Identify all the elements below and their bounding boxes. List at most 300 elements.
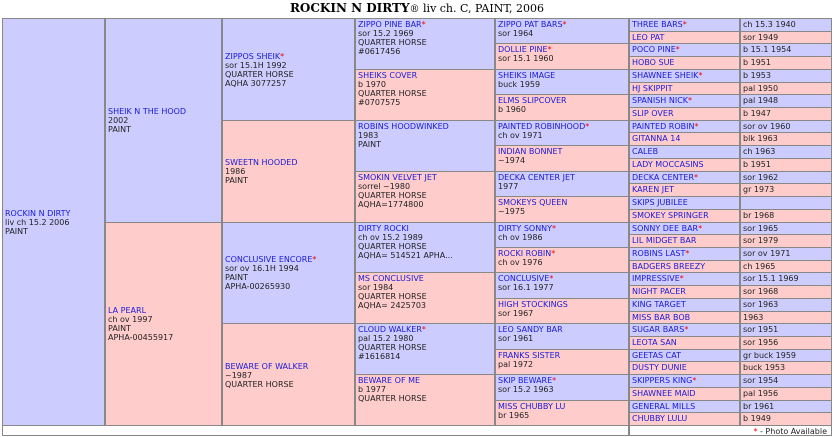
horse-info-cell <box>740 323 832 337</box>
horse-name[interactable]: DIRTY SONNY <box>498 223 553 233</box>
horse-cell <box>355 323 495 375</box>
horse-cell <box>629 196 740 210</box>
horse-cell <box>629 222 740 236</box>
horse-cell <box>355 222 495 274</box>
horse-info-cell <box>740 285 832 299</box>
horse-name-link[interactable] <box>632 224 702 233</box>
horse-cell <box>629 132 740 146</box>
horse-info-line: pal 1948 <box>743 96 779 106</box>
horse-name[interactable]: NIGHT PACER <box>632 287 686 297</box>
horse-info-line: #0707575 <box>358 97 401 107</box>
horse-cell <box>629 183 740 197</box>
footer-blank <box>2 425 629 436</box>
horse-info-cell <box>740 56 832 70</box>
horse-name[interactable]: DOLLIE PINE <box>498 45 548 55</box>
horse-name[interactable]: SHEIK N THE HOOD <box>108 107 187 117</box>
horse-cell <box>222 323 355 426</box>
horse-name[interactable]: SLIP OVER <box>632 109 674 119</box>
horse-cell <box>105 222 222 427</box>
horse-cell <box>355 171 495 223</box>
horse-info-line: sor 1956 <box>743 337 779 347</box>
horse-name[interactable]: DECKA CENTER JET <box>498 172 575 182</box>
photo-star-icon: * <box>679 274 684 284</box>
horse-name[interactable]: PAINTED ROBIN <box>632 121 695 131</box>
horse-info-line: gr buck 1959 <box>743 350 796 360</box>
horse-cell <box>629 285 740 299</box>
horse-name[interactable]: DECKA CENTER <box>632 172 695 182</box>
horse-info-line: ch ov 15.2 1989 <box>358 232 423 242</box>
horse-info-line: QUARTER HORSE <box>358 38 427 47</box>
horse-name[interactable]: BADGERS BREEZY <box>632 261 706 271</box>
horse-cell <box>355 272 495 324</box>
horse-info-cell <box>740 234 832 248</box>
horse-name[interactable]: ELMS SLIPCOVER <box>498 96 567 106</box>
horse-name[interactable]: ROCKIN N DIRTY <box>5 209 71 218</box>
horse-name[interactable]: KING TARGET <box>632 299 686 309</box>
horse-info-cell <box>740 272 832 286</box>
horse-name-link[interactable] <box>632 45 680 54</box>
photo-star-icon: * <box>682 20 687 29</box>
horse-name-link[interactable] <box>632 122 698 131</box>
horse-name-link[interactable] <box>498 376 626 385</box>
horse-name-link[interactable] <box>632 58 675 67</box>
horse-info-line: QUARTER HORSE <box>358 292 427 302</box>
horse-info-line: pal 1956 <box>743 388 779 398</box>
horse-name[interactable]: SUGAR BARS <box>632 325 685 335</box>
horse-info-line: sor ov 16.1H 1994 <box>225 264 299 274</box>
horse-info-line: b 1951 <box>743 58 771 68</box>
horse-cell <box>105 18 222 223</box>
horse-info-line: APHA-00455917 <box>108 333 174 343</box>
horse-info-line: ~1974 <box>498 156 526 166</box>
horse-name-link[interactable] <box>632 389 696 398</box>
horse-name-link[interactable] <box>498 402 626 411</box>
horse-cell <box>629 107 740 121</box>
horse-name-link[interactable] <box>358 122 492 131</box>
horse-name[interactable]: THREE BARS <box>632 20 683 29</box>
horse-name-link[interactable] <box>632 414 687 423</box>
horse-name-link[interactable] <box>632 338 677 347</box>
horse-info-cell <box>740 196 832 210</box>
horse-info-line: b 1951 <box>743 159 771 169</box>
horse-cell <box>222 120 355 223</box>
horse-name-link[interactable] <box>358 224 492 233</box>
horse-name-link[interactable] <box>632 376 696 385</box>
horse-name-link[interactable] <box>225 255 352 264</box>
horse-cell <box>355 120 495 172</box>
horse-info-line: sorrel ~1980 <box>358 181 411 191</box>
horse-name-link[interactable] <box>108 306 219 315</box>
horse-info-line: b 1949 <box>743 414 771 424</box>
horse-info-line: sor 15.1 1969 <box>743 274 799 284</box>
horse-info-line: br 1968 <box>743 210 775 220</box>
photo-star-icon: * <box>694 172 699 182</box>
photo-star-icon: * <box>753 427 758 436</box>
horse-cell <box>495 196 629 222</box>
horse-name[interactable]: GITANNA 14 <box>632 134 681 144</box>
horse-cell <box>355 18 495 70</box>
horse-info-line: ~1975 <box>498 207 526 217</box>
horse-info-cell <box>740 336 832 350</box>
horse-info-cell <box>740 31 832 45</box>
photo-star-icon: * <box>698 70 703 80</box>
horse-cell <box>629 400 740 414</box>
horse-name[interactable]: HJ SKIPPIT <box>632 83 673 93</box>
horse-name-link[interactable] <box>498 274 626 283</box>
photo-star-icon: * <box>698 223 703 233</box>
horse-info-line: QUARTER HORSE <box>358 394 427 404</box>
horse-name-link[interactable] <box>632 20 687 29</box>
horse-info-line: ch ov 1971 <box>498 130 543 140</box>
horse-name-link[interactable] <box>632 325 688 334</box>
horse-info-line: sor 15.2 1969 <box>358 29 414 38</box>
horse-name[interactable]: SHAWNEE MAID <box>632 388 696 398</box>
horse-name[interactable]: PAINTED ROBINHOOD <box>498 121 586 131</box>
horse-info-line: buck 1959 <box>498 79 541 89</box>
horse-name-link[interactable] <box>632 173 698 182</box>
horse-info-line: sor 1967 <box>498 308 534 318</box>
horse-info-line: ch ov 1986 <box>498 232 543 242</box>
horse-cell <box>495 247 629 273</box>
horse-info-line: sor 1979 <box>743 236 779 246</box>
horse-info-line: b 1970 <box>358 79 386 89</box>
horse-name[interactable]: LEO PAT <box>632 32 665 42</box>
horse-cell <box>629 171 740 185</box>
horse-name-link[interactable] <box>632 274 684 283</box>
horse-name[interactable]: MISS CHUBBY LU <box>498 401 566 411</box>
horse-name[interactable]: SWEETN HOODED <box>225 158 298 168</box>
horse-name[interactable]: IMPRESSIVE <box>632 274 680 284</box>
horse-info-line: PAINT <box>5 227 29 236</box>
horse-info-line: QUARTER HORSE <box>358 241 427 251</box>
horse-info-cell <box>740 120 832 134</box>
horse-info-line: sor 1951 <box>743 325 779 335</box>
horse-cell <box>629 158 740 172</box>
horse-name-link[interactable] <box>498 71 626 80</box>
horse-name[interactable]: POCO PINE <box>632 45 676 55</box>
horse-cell <box>629 336 740 350</box>
horse-info-line: QUARTER HORSE <box>225 69 294 79</box>
horse-info-line: 1983 <box>358 130 379 140</box>
horse-name-link[interactable] <box>498 224 626 233</box>
horse-info-line: ~1987 <box>225 370 253 380</box>
horse-cell <box>629 298 740 312</box>
horse-name[interactable]: BEWARE OF WALKER <box>225 361 309 371</box>
horse-info-line: sor 1962 <box>743 172 779 182</box>
horse-info-line: sor 1963 <box>743 299 779 309</box>
horse-cell <box>2 18 105 426</box>
horse-cell <box>629 311 740 325</box>
horse-cell <box>629 31 740 45</box>
horse-name-link[interactable] <box>358 20 492 29</box>
horse-cell <box>629 69 740 83</box>
horse-info-cell <box>740 260 832 274</box>
horse-cell <box>355 69 495 121</box>
horse-info-cell <box>740 171 832 185</box>
horse-name-link[interactable] <box>632 313 690 322</box>
horse-cell <box>629 412 740 426</box>
horse-info-line: sor 1961 <box>498 334 534 344</box>
horse-name[interactable]: CALEB <box>632 147 659 157</box>
horse-name[interactable]: LIL MIDGET BAR <box>632 236 697 246</box>
horse-name-link[interactable] <box>632 134 680 143</box>
photo-star-icon: * <box>549 274 554 284</box>
horse-name[interactable]: SPANISH NICK <box>632 96 689 106</box>
horse-name[interactable]: GEETAS CAT <box>632 350 681 360</box>
horse-info-line: PAINT <box>108 125 132 135</box>
horse-name-link[interactable] <box>632 160 704 169</box>
horse-name[interactable]: SKIPPERS KING <box>632 376 693 386</box>
horse-cell <box>629 260 740 274</box>
photo-star-icon: * <box>562 20 567 29</box>
horse-name-link[interactable] <box>225 362 352 371</box>
horse-name[interactable]: SKIPS JUBILEE <box>632 198 688 208</box>
photo-legend <box>629 425 832 436</box>
horse-name-link[interactable] <box>632 198 688 207</box>
horse-info-line: pal 1950 <box>743 83 779 93</box>
horse-name-link[interactable] <box>632 287 686 296</box>
title-horse-name: ROCKIN N DIRTY <box>289 1 410 15</box>
horse-name[interactable]: ROBINS HOODWINKED <box>358 121 449 131</box>
horse-name-link[interactable] <box>498 20 626 29</box>
horse-info-line: sor 15.1 1960 <box>498 54 554 64</box>
horse-name-link[interactable] <box>358 71 492 80</box>
registered-icon: ® <box>409 4 420 15</box>
horse-info-line: b 1947 <box>743 109 771 119</box>
horse-info-cell <box>740 222 832 236</box>
horse-name[interactable]: SHEIKS IMAGE <box>498 70 556 80</box>
horse-info-cell <box>740 311 832 325</box>
horse-info-line: liv ch 15.2 2006 <box>5 218 70 227</box>
horse-name-link[interactable] <box>632 96 692 105</box>
horse-name-link[interactable] <box>498 173 626 182</box>
horse-info-cell <box>740 298 832 312</box>
horse-info-cell <box>740 374 832 388</box>
horse-info-cell <box>740 400 832 414</box>
horse-name[interactable]: ZIPPOS SHEIK <box>225 51 281 61</box>
horse-name[interactable]: MS CONCLUSIVE <box>358 274 424 284</box>
horse-cell <box>495 120 629 146</box>
horse-name-link[interactable] <box>632 147 658 156</box>
horse-cell <box>629 120 740 134</box>
horse-name[interactable]: SMOKEY SPRINGER <box>632 210 709 220</box>
horse-name[interactable]: LEOTA SAN <box>632 337 677 347</box>
horse-name[interactable]: CHUBBY LULU <box>632 414 688 424</box>
photo-star-icon: * <box>421 325 426 335</box>
horse-name[interactable]: HIGH STOCKINGS <box>498 299 568 309</box>
horse-cell <box>629 56 740 70</box>
horse-name[interactable]: CONCLUSIVE ENCORE <box>225 255 313 265</box>
horse-name-link[interactable] <box>498 325 626 334</box>
photo-star-icon: * <box>694 121 699 131</box>
horse-name[interactable]: ROCKI ROBIN <box>498 248 552 258</box>
horse-info-line: sor 1965 <box>743 223 779 233</box>
horse-info-line: sor 16.1 1977 <box>498 283 554 293</box>
horse-cell <box>495 272 629 298</box>
horse-name-link[interactable] <box>5 209 102 218</box>
horse-name[interactable]: SHAWNEE SHEIK <box>632 70 699 80</box>
horse-name-link[interactable] <box>358 274 492 283</box>
horse-info-line: sor ov 1971 <box>743 248 791 258</box>
horse-info-line: ch ov 1976 <box>498 257 543 267</box>
horse-name-link[interactable] <box>632 402 695 411</box>
horse-name-link[interactable] <box>498 45 626 54</box>
horse-info-cell <box>740 145 832 159</box>
horse-cell <box>629 323 740 337</box>
horse-name-link[interactable] <box>108 107 219 116</box>
horse-cell <box>629 361 740 375</box>
horse-name[interactable]: CLOUD WALKER <box>358 325 422 335</box>
horse-info-cell <box>740 107 832 121</box>
horse-info-line: ch ov 1997 <box>108 315 153 325</box>
horse-info-cell <box>740 43 832 57</box>
horse-info-line: blk 1963 <box>743 134 778 144</box>
horse-info-line: 2002 <box>108 116 129 126</box>
horse-cell <box>629 94 740 108</box>
horse-name[interactable]: ZIPPO PAT BARS <box>498 20 563 29</box>
horse-info-line: ch 1965 <box>743 261 776 271</box>
horse-name[interactable]: SMOKIN VELVET JET <box>358 172 437 182</box>
horse-name-link[interactable] <box>358 325 492 334</box>
horse-cell <box>355 374 495 426</box>
horse-info-line: sor ov 1960 <box>743 121 791 131</box>
horse-info-line: AQHA= 2425703 <box>358 301 426 311</box>
horse-info-line: PAINT <box>108 324 132 334</box>
horse-name-link[interactable] <box>632 236 696 245</box>
horse-cell <box>222 222 355 325</box>
horse-cell <box>495 298 629 324</box>
photo-star-icon: * <box>585 121 590 131</box>
horse-name-link[interactable] <box>632 71 702 80</box>
horse-info-line: sor 1984 <box>358 283 394 293</box>
horse-name-link[interactable] <box>632 33 664 42</box>
horse-name-link[interactable] <box>632 262 705 271</box>
horse-info-cell <box>740 349 832 363</box>
horse-cell <box>495 374 629 400</box>
horse-cell <box>495 18 629 44</box>
horse-name[interactable]: MISS BAR BOB <box>632 312 691 322</box>
horse-info-cell <box>740 387 832 401</box>
horse-name[interactable]: SHEIKS COVER <box>358 70 418 80</box>
horse-info-line: AQHA=1774800 <box>358 199 424 209</box>
horse-name[interactable]: DIRTY ROCKI <box>358 223 409 233</box>
horse-cell <box>495 69 629 95</box>
horse-name[interactable]: FRANKS SISTER <box>498 350 561 360</box>
horse-info-cell <box>740 361 832 375</box>
horse-name-link[interactable] <box>358 376 492 385</box>
horse-name-link[interactable] <box>498 249 626 258</box>
horse-name[interactable]: HOBO SUE <box>632 58 675 68</box>
horse-info-line: sor 1968 <box>743 287 779 297</box>
horse-name[interactable]: BEWARE OF ME <box>358 376 421 386</box>
horse-name-link[interactable] <box>632 211 709 220</box>
horse-name[interactable]: SONNY DEE BAR <box>632 223 699 233</box>
horse-cell <box>629 234 740 248</box>
horse-name[interactable]: ZIPPO PINE BAR <box>358 20 422 29</box>
photo-star-icon: * <box>685 248 690 258</box>
horse-info-line: br 1965 <box>498 410 530 420</box>
horse-info-cell <box>740 18 832 32</box>
horse-info-cell <box>740 94 832 108</box>
horse-info-line: 1977 <box>498 181 519 191</box>
horse-info-cell <box>740 412 832 426</box>
photo-star-icon: * <box>688 96 693 106</box>
horse-name-link[interactable] <box>632 300 686 309</box>
horse-cell <box>629 43 740 57</box>
horse-info-line: pal 1972 <box>498 359 534 369</box>
horse-info-line: pal 15.2 1980 <box>358 334 414 344</box>
horse-name[interactable]: SMOKEYS QUEEN <box>498 198 568 208</box>
photo-star-icon: * <box>280 51 285 61</box>
photo-star-icon: * <box>684 325 689 335</box>
horse-info-line: PAINT <box>225 176 249 186</box>
horse-name-link[interactable] <box>632 84 673 93</box>
horse-name-link[interactable] <box>225 158 352 167</box>
horse-info-line: sor 15.1H 1992 <box>225 60 287 70</box>
horse-name-link[interactable] <box>632 185 674 194</box>
horse-info-line: ch 1963 <box>743 147 776 157</box>
horse-name-link[interactable] <box>632 249 689 258</box>
horse-info-cell <box>740 247 832 261</box>
photo-star-icon: * <box>551 248 556 258</box>
horse-info-cell <box>740 183 832 197</box>
horse-info-cell <box>740 69 832 83</box>
horse-name-link[interactable] <box>358 173 492 182</box>
horse-name-link[interactable] <box>498 147 626 156</box>
photo-star-icon: * <box>675 45 680 55</box>
horse-info-line: buck 1953 <box>743 363 786 373</box>
horse-cell <box>629 349 740 363</box>
horse-info-line: gr 1973 <box>743 185 775 195</box>
horse-name[interactable]: SKIP BEWARE <box>498 376 553 386</box>
horse-name[interactable]: ROBINS LAST <box>632 248 686 258</box>
horse-name[interactable]: DUSTY DUNIE <box>632 363 687 373</box>
horse-name-link[interactable] <box>498 300 626 309</box>
horse-name[interactable]: LEO SANDY BAR <box>498 325 563 335</box>
photo-legend-text: - Photo Available <box>757 427 827 436</box>
horse-name[interactable]: LA PEARL <box>108 306 147 316</box>
horse-name[interactable]: GENERAL MILLS <box>632 401 696 411</box>
horse-info-line: sor 15.2 1963 <box>498 385 554 395</box>
horse-name-link[interactable] <box>498 351 626 360</box>
horse-name[interactable]: KAREN JET <box>632 185 675 195</box>
horse-name[interactable]: LADY MOCCASINS <box>632 159 704 169</box>
horse-cell <box>495 43 629 69</box>
horse-info-line: QUARTER HORSE <box>358 190 427 200</box>
horse-cell <box>495 171 629 197</box>
horse-info-line: AQHA 3077257 <box>225 78 287 88</box>
horse-info-line: QUARTER HORSE <box>225 379 294 389</box>
horse-name-link[interactable] <box>632 351 681 360</box>
horse-name-link[interactable] <box>498 96 626 105</box>
horse-cell <box>495 94 629 120</box>
photo-star-icon: * <box>692 376 697 386</box>
horse-name-link[interactable] <box>498 198 626 207</box>
title-details: liv ch. C, PAINT, 2006 <box>419 2 545 15</box>
horse-info-cell <box>740 209 832 223</box>
horse-name[interactable]: INDIAN BONNET <box>498 147 563 157</box>
horse-name-link[interactable] <box>632 363 687 372</box>
horse-info-line: ch 15.3 1940 <box>743 20 796 29</box>
horse-name-link[interactable] <box>632 109 674 118</box>
horse-name-link[interactable] <box>225 52 352 61</box>
horse-info-line: sor 1964 <box>498 29 534 38</box>
horse-name-link[interactable] <box>498 122 626 131</box>
horse-info-line: QUARTER HORSE <box>358 88 427 98</box>
horse-name[interactable]: CONCLUSIVE <box>498 274 550 284</box>
horse-cell <box>629 209 740 223</box>
horse-info-line: #1616814 <box>358 352 401 362</box>
